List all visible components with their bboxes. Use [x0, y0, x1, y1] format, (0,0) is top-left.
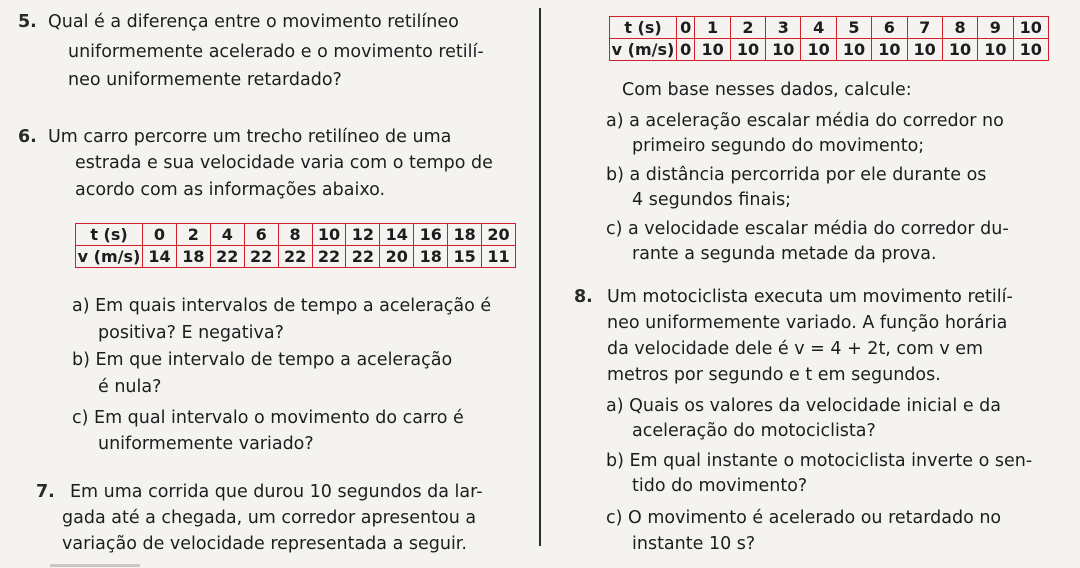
table-header-time: t (s)	[76, 224, 143, 246]
table-cell: 22	[312, 246, 346, 268]
question-6-item-c-line-1: c) Em qual intervalo o movimento do carro é	[72, 408, 464, 428]
question-7-intro: Com base nesses dados, calcule:	[622, 80, 912, 100]
table-cell: 10	[730, 39, 765, 61]
table-cell: 6	[872, 17, 907, 39]
table-cell: 10	[1013, 39, 1048, 61]
table-cell: 10	[942, 39, 977, 61]
table-cell: 0	[677, 17, 695, 39]
table-cell: 22	[210, 246, 244, 268]
question-7-item-a-line-2: primeiro segundo do movimento;	[632, 136, 925, 156]
table-cell: 10	[907, 39, 942, 61]
question-8-line-4: metros por segundo e t em segundos.	[607, 365, 941, 385]
table-cell: 10	[801, 39, 836, 61]
question-6-item-b-line-1: b) Em que intervalo de tempo a aceleração	[72, 350, 453, 370]
table-cell: 10	[312, 224, 346, 246]
question-5-number: 5.	[18, 12, 37, 32]
table-row-velocity	[610, 39, 1049, 61]
table-cell: 15	[448, 246, 482, 268]
question-7-item-b-line-2: 4 segundos finais;	[632, 190, 792, 210]
question-6-data-table	[75, 223, 516, 268]
question-7-item-c-line-2: rante a segunda metade da prova.	[632, 244, 937, 264]
question-6-item-a-line-2: positiva? E negativa?	[98, 323, 284, 343]
table-row-time	[610, 17, 1049, 39]
table-cell: 10	[695, 39, 730, 61]
table-cell: 18	[176, 246, 210, 268]
table-cell: 10	[836, 39, 871, 61]
table-cell: 1	[695, 17, 730, 39]
table-cell: 3	[766, 17, 801, 39]
table-cell: 10	[1013, 17, 1048, 39]
question-8-item-c-line-1: c) O movimento é acelerado ou retardado no	[606, 508, 1002, 528]
table-cell: 22	[278, 246, 312, 268]
table-cell: 2	[176, 224, 210, 246]
question-5-line-2: uniformemente acelerado e o movimento retilí-	[68, 42, 484, 62]
table-cell: 2	[730, 17, 765, 39]
table-row-time	[76, 224, 516, 246]
table-cell: 14	[143, 246, 177, 268]
table-header-time: t (s)	[610, 17, 677, 39]
table-cell: 14	[380, 224, 414, 246]
question-6-line-3: acordo com as informações abaixo.	[75, 180, 386, 200]
question-6-item-c-line-2: uniformemente variado?	[98, 434, 314, 454]
question-8-line-1: Um motociclista executa um movimento retilí-	[607, 287, 1013, 307]
table-cell: 11	[482, 246, 516, 268]
question-7-item-a-line-1: a) a aceleração escalar média do corredor no	[606, 111, 1004, 131]
table-cell: 5	[836, 17, 871, 39]
table-cell: 20	[482, 224, 516, 246]
question-8-item-c-line-2: instante 10 s?	[632, 534, 756, 554]
question-5-line-3: neo uniformemente retardado?	[68, 70, 342, 90]
table-cell: 22	[346, 246, 380, 268]
question-8-line-3: da velocidade dele é v = 4 + 2t, com v em	[607, 339, 984, 359]
table-header-velocity: v (m/s)	[76, 246, 143, 268]
question-6-item-b-line-2: é nula?	[98, 377, 162, 397]
question-7-line-2: gada até a chegada, um corredor apresentou a	[62, 508, 477, 528]
question-8-item-b-line-1: b) Em qual instante o motociclista inverte o sen-	[606, 451, 1033, 471]
question-7-item-b-line-1: b) a distância percorrida por ele durante os	[606, 165, 987, 185]
table-cell: 0	[143, 224, 177, 246]
question-6-line-1: Um carro percorre um trecho retilíneo de uma	[48, 127, 452, 147]
question-8-line-2: neo uniformemente variado. A função horária	[607, 313, 1008, 333]
question-8-number: 8.	[574, 287, 593, 307]
page-edge-mark	[50, 564, 140, 567]
table-cell: 10	[872, 39, 907, 61]
table-cell: 9	[978, 17, 1013, 39]
question-6-item-a-line-1: a) Em quais intervalos de tempo a aceleração é	[72, 296, 492, 316]
table-cell: 4	[801, 17, 836, 39]
question-7-line-3: variação de velocidade representada a seguir.	[62, 534, 467, 554]
question-8-item-a-line-1: a) Quais os valores da velocidade inicial e da	[606, 396, 1001, 416]
question-7-item-c-line-1: c) a velocidade escalar média do corredor du-	[606, 219, 1009, 239]
table-cell: 6	[244, 224, 278, 246]
table-cell: 20	[380, 246, 414, 268]
table-row-velocity	[76, 246, 516, 268]
table-cell: 4	[210, 224, 244, 246]
question-8-item-a-line-2: aceleração do motociclista?	[632, 421, 876, 441]
table-cell: 8	[278, 224, 312, 246]
question-7-number: 7.	[36, 482, 55, 502]
question-6-number: 6.	[18, 127, 37, 147]
table-header-velocity: v (m/s)	[610, 39, 677, 61]
table-cell: 0	[677, 39, 695, 61]
table-cell: 18	[448, 224, 482, 246]
question-8-item-b-line-2: tido do movimento?	[632, 476, 808, 496]
table-cell: 8	[942, 17, 977, 39]
table-cell: 18	[414, 246, 448, 268]
question-5-line-1: Qual é a diferença entre o movimento retilíneo	[48, 12, 459, 32]
table-cell: 7	[907, 17, 942, 39]
question-7-line-1: Em uma corrida que durou 10 segundos da lar-	[70, 482, 483, 502]
table-cell: 22	[244, 246, 278, 268]
question-7-data-table	[609, 16, 1049, 61]
table-cell: 10	[766, 39, 801, 61]
table-cell: 12	[346, 224, 380, 246]
table-cell: 10	[978, 39, 1013, 61]
table-cell: 16	[414, 224, 448, 246]
column-divider	[539, 8, 541, 546]
question-6-line-2: estrada e sua velocidade varia com o tempo de	[75, 153, 493, 173]
